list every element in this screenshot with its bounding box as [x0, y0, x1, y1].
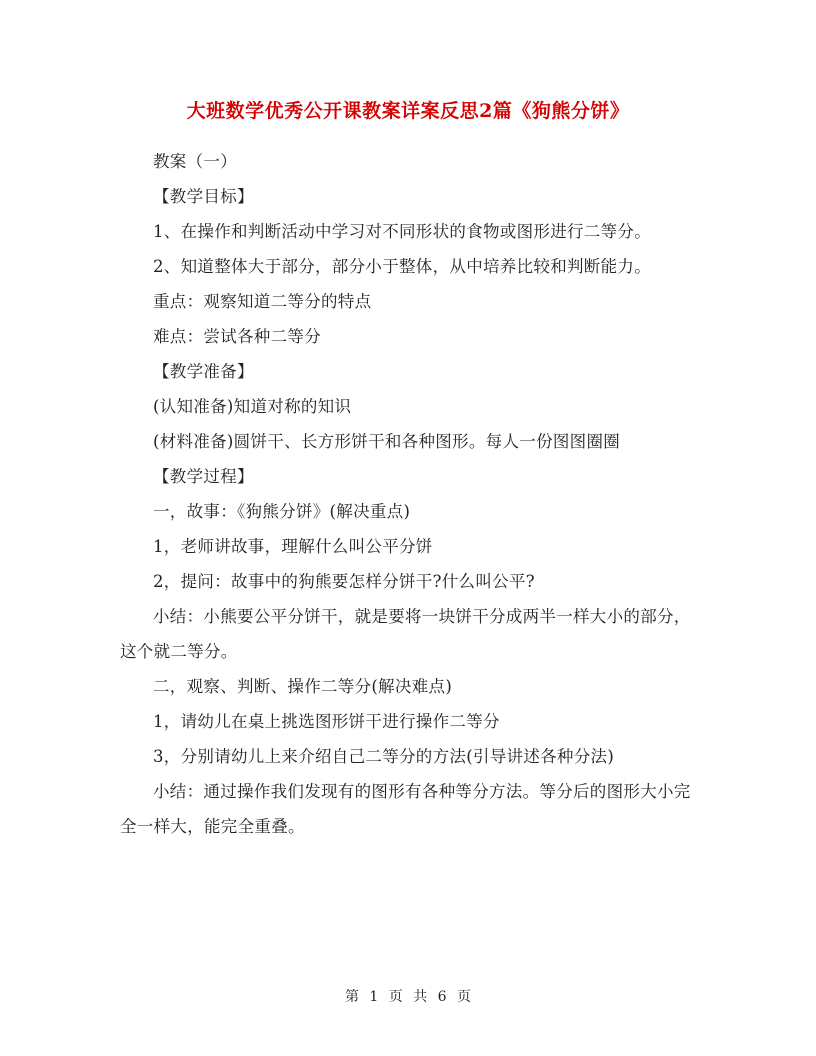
- paragraph-difficulty: 难点：尝试各种二等分: [153, 327, 321, 346]
- footer-current-page: 1: [369, 989, 379, 1005]
- paragraph-observe-1: 1，请幼儿在桌上挑选图形饼干进行操作二等分: [153, 712, 500, 731]
- paragraph-section-objectives: 【教学目标】: [153, 187, 254, 206]
- paragraph-summary-2: 小结：通过操作我们发现有的图形有各种等分方法。等分后的图形大小完全一样大，能完全重叠。: [120, 782, 691, 836]
- paragraph-section-preparation: 【教学准备】: [153, 362, 254, 381]
- document-body: [120, 144, 696, 844]
- footer-page-word: 页: [388, 989, 403, 1005]
- paragraph-cognitive-prep: (认知准备)知道对称的知识: [153, 397, 352, 416]
- paragraph-material-prep: (材料准备)圆饼干、长方形饼干和各种图形。每人一份图图圈圈: [153, 432, 621, 451]
- paragraph-summary-1: 小结：小熊要公平分饼干，就是要将一块饼干分成两半一样大小的部分，这个就二等分。: [120, 607, 691, 661]
- paragraph-step-observe: 二，观察、判断、操作二等分(解决难点): [153, 677, 453, 696]
- paragraph-objective-1: 1、在操作和判断活动中学习对不同形状的食物或图形进行二等分。: [153, 222, 651, 241]
- footer-total-suffix: 页: [457, 989, 472, 1005]
- paragraph-section-process: 【教学过程】: [153, 467, 254, 486]
- paragraph-key-point: 重点：观察知道二等分的特点: [153, 292, 372, 311]
- paragraph-story-1: 1，老师讲故事，理解什么叫公平分饼: [153, 537, 433, 556]
- footer-total-prefix: 共: [413, 989, 428, 1005]
- paragraph-step-story: 一，故事：《狗熊分饼》(解决重点): [153, 502, 411, 521]
- page-footer: [0, 986, 816, 1006]
- footer-total-pages: 6: [437, 989, 447, 1005]
- paragraph-story-2: 2，提问：故事中的狗熊要怎样分饼干?什么叫公平?: [153, 572, 535, 591]
- paragraph-lesson-heading: 教案（一）: [153, 152, 237, 171]
- document-title: 大班数学优秀公开课教案详案反思2篇《狗熊分饼》: [186, 100, 630, 122]
- paragraph-objective-2: 2、知道整体大于部分，部分小于整体，从中培养比较和判断能力。: [153, 257, 651, 276]
- footer-page-prefix: 第: [344, 989, 359, 1005]
- paragraph-observe-3: 3，分别请幼儿上来介绍自己二等分的方法(引导讲述各种分法): [153, 747, 615, 766]
